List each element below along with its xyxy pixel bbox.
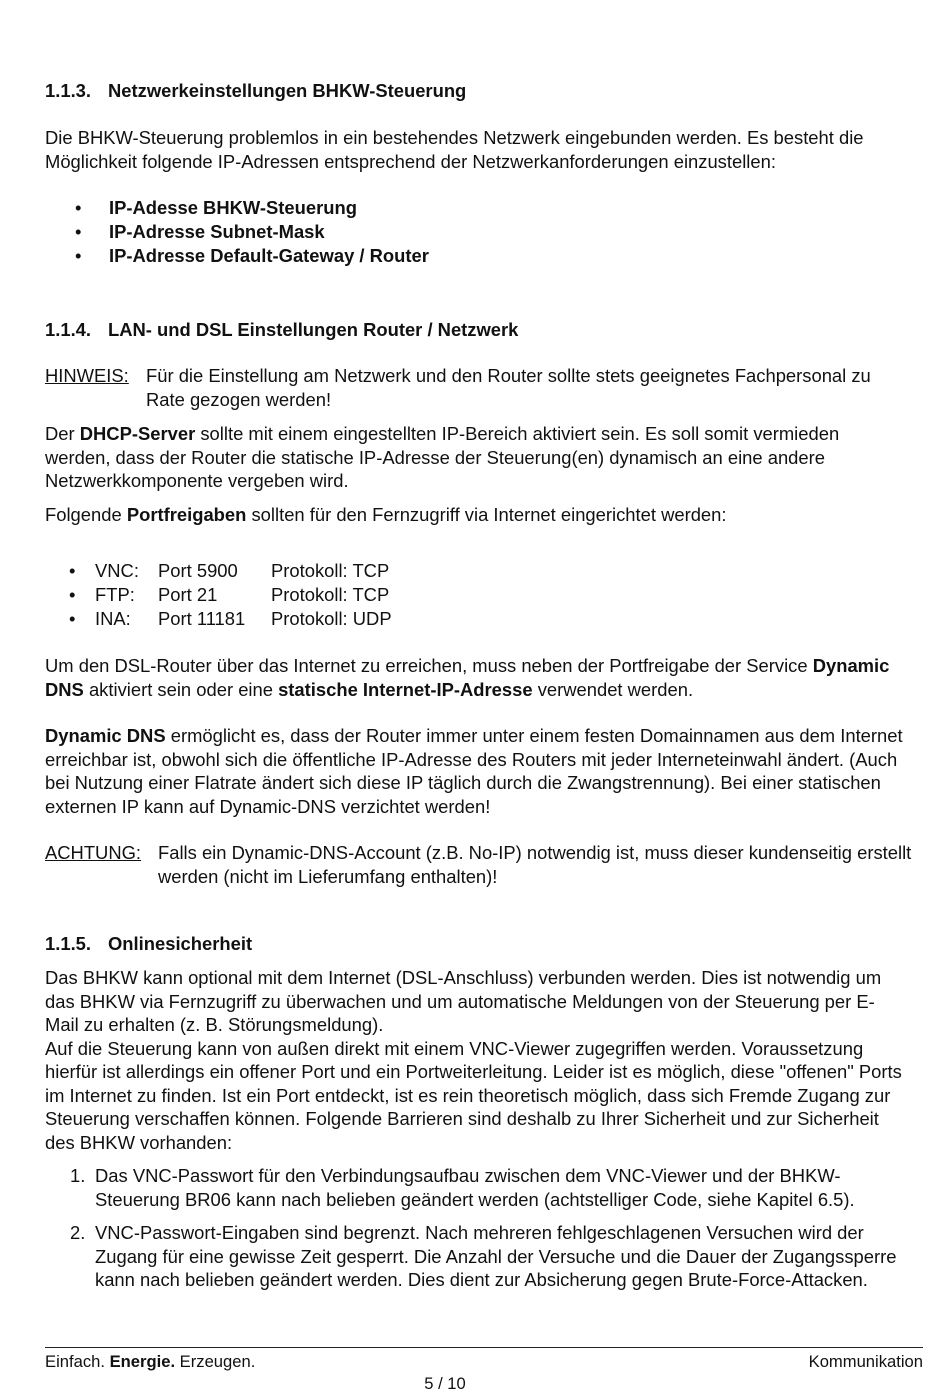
port-number: Port 5900 [158,560,238,581]
text-line: Zugang für eine gewisse Zeit gesperrt. Die Anzahl der Versuche und die Dauer der Zugangssperre [95,1245,897,1267]
footer-slogan [45,1351,255,1373]
text-line: Das VNC-Passwort für den Verbindungsaufbau zwischen dem VNC-Viewer und der BHKW- [95,1165,841,1186]
text-line: Rate gezogen werden! [146,388,332,410]
paragraph-dhcp [45,422,930,493]
text-line: werden, dass der Router die statische IP-Adresse der Steuerung(en) dynamisch an eine andere [45,446,825,468]
footer-chapter: Kommunikation [808,1352,923,1371]
achtung-note [45,841,935,889]
section-heading-1-1-5 [45,932,252,956]
text-line: Netzwerkkomponente vergeben wird. [45,470,349,491]
section-number: 1.1.5. [45,933,92,954]
port-row [45,559,545,583]
port-list [45,559,545,631]
text-run: sollte mit einem eingestellten IP-Bereich aktiviert sein. Es soll somit vermieden [195,423,840,444]
text-line: Steuerung verschaffen können. Folgende Barrieren sind deshalb zu Ihrer Sicherheit und zur Sicherheit [45,1108,879,1129]
bold-term: statische Internet-IP-Adresse [278,678,533,700]
barrier-list-item [45,1164,935,1211]
bold-term: Dynamic [812,655,890,676]
text-line: Die BHKW-Steuerung problemlos in ein bestehendes Netzwerk eingebunden werden. Es besteht die [45,127,864,148]
text-line: hierfür ist allerdings ein offener Port und ein Portweiterleitung. Leider ist es möglich, diese "offenen" Ports [45,1061,902,1082]
list-number: 1. [70,1165,86,1186]
footer-divider [45,1347,923,1348]
bold-term: Dynamic DNS [45,725,166,746]
note-label: ACHTUNG: [45,842,142,863]
ip-settings-list [45,196,930,268]
section-title: Netzwerkeinstellungen BHKW-Steuerung [108,80,467,101]
text-line: Falls ein Dynamic-DNS-Account (z.B. No-IP) notwendig ist, muss dieser kundenseitig erstellt [158,842,912,863]
service-name: • VNC: [95,560,139,581]
text-line: erreichbar ist, obwohl sich die öffentliche IP-Adresse des Routers mit jeder Interneteinwahl ändert. (Auch [45,748,898,770]
text-line: Das BHKW kann optional mit dem Internet (DSL-Anschluss) verbunden werden. Dies ist notwendig um [45,967,882,988]
protocol: Protokoll: TCP [271,584,390,605]
text-line: externen IP kann auf Dynamic-DNS verzichtet werden! [45,795,491,817]
text-line: Für die Einstellung am Netzwerk und den Router sollte stets geeignetes Fachpersonal zu [146,365,871,386]
text-line: Möglichkeit folgende IP-Adressen entsprechend der Netzwerkanforderungen einzustellen: [45,150,776,172]
text-run: Folgende [45,504,127,525]
text-line: des BHKW vorhanden: [45,1131,233,1153]
list-number: 2. [70,1222,86,1243]
dhcp-server-term: DHCP-Server [79,423,196,444]
paragraph-onlinesicherheit [45,966,935,1154]
note-label: HINWEIS: [45,365,129,386]
text-line: Steuerung BR06 kann nach belieben geändert werden (achtstelliger Code, siehe Kapitel 6.5). [95,1188,855,1210]
list-item: • IP-Adesse BHKW-Steuerung [45,196,930,220]
text-line: Mail zu erhalten (z. B. Störungsmeldung). [45,1014,384,1035]
text-line: bei Nutzung einer Flatrate ändert sich diese IP täglich durch die Zwangstrennung). Bei einer statischen [45,772,881,793]
section-heading-1-1-3 [45,79,466,103]
text-run: Der [45,423,80,444]
port-number: Port 21 [158,584,218,605]
section-title: Onlinesicherheit [108,933,253,954]
section-title: LAN- und DSL Einstellungen Router / Netzwerk [108,319,519,340]
hinweis-note [45,364,930,412]
text-run: aktiviert sein oder eine [83,678,279,700]
port-row [45,583,545,607]
text-line: das BHKW via Fernzugriff zu überwachen und um automatische Meldungen von der Steuerung per E- [45,990,875,1012]
service-name: • FTP: [95,584,135,605]
bold-term: DNS [45,678,84,700]
text-run: Einfach. [45,1352,110,1371]
paragraph-ports-intro [45,503,930,527]
barrier-list-item [45,1221,935,1292]
service-name: • INA: [95,608,131,629]
section-number: 1.1.3. [45,80,92,101]
bold-term: Energie. [109,1352,176,1371]
page-number: 5 / 10 [424,1374,466,1393]
portfreigaben-term: Portfreigaben [126,504,247,525]
text-run: sollten für den Fernzugriff via Internet eingerichtet werden: [246,504,727,525]
text-run: ermöglicht es, dass der Router immer unter einem festen Domainnamen aus dem Internet [165,725,903,746]
port-number: Port 11181 [158,608,246,629]
paragraph-intro [45,126,930,173]
section-heading-1-1-4 [45,318,518,342]
text-line: werden (nicht im Lieferumfang enthalten)! [158,865,498,887]
text-line: im Internet zu finden. Ist ein Port entdeckt, ist es rein theoretisch möglich, dass sich Fremde Zugang zur [45,1084,891,1106]
list-item: • IP-Adresse Subnet-Mask [45,220,930,244]
protocol: Protokoll: TCP [271,560,390,581]
paragraph-dynamic-dns [45,724,935,818]
protocol: Protokoll: UDP [271,608,392,629]
list-item: • IP-Adresse Default-Gateway / Router [45,244,930,268]
text-line: VNC-Passwort-Eingaben sind begrenzt. Nach mehreren fehlgeschlagenen Versuchen wird der [95,1222,864,1243]
text-run: Um den DSL-Router über das Internet zu erreichen, muss neben der Portfreigabe der Service [45,655,813,676]
text-run: verwendet werden. [532,678,694,700]
text-run: Erzeugen. [175,1352,256,1371]
paragraph-dsl [45,654,930,701]
text-line: Auf die Steuerung kann von außen direkt mit einem VNC-Viewer zugegriffen werden. Voraussetzung [45,1037,864,1059]
section-number: 1.1.4. [45,319,92,340]
port-row [45,607,545,631]
text-line: kann nach belieben geändert werden. Dies dient zur Absicherung gegen Brute-Force-Attacken. [95,1269,868,1290]
